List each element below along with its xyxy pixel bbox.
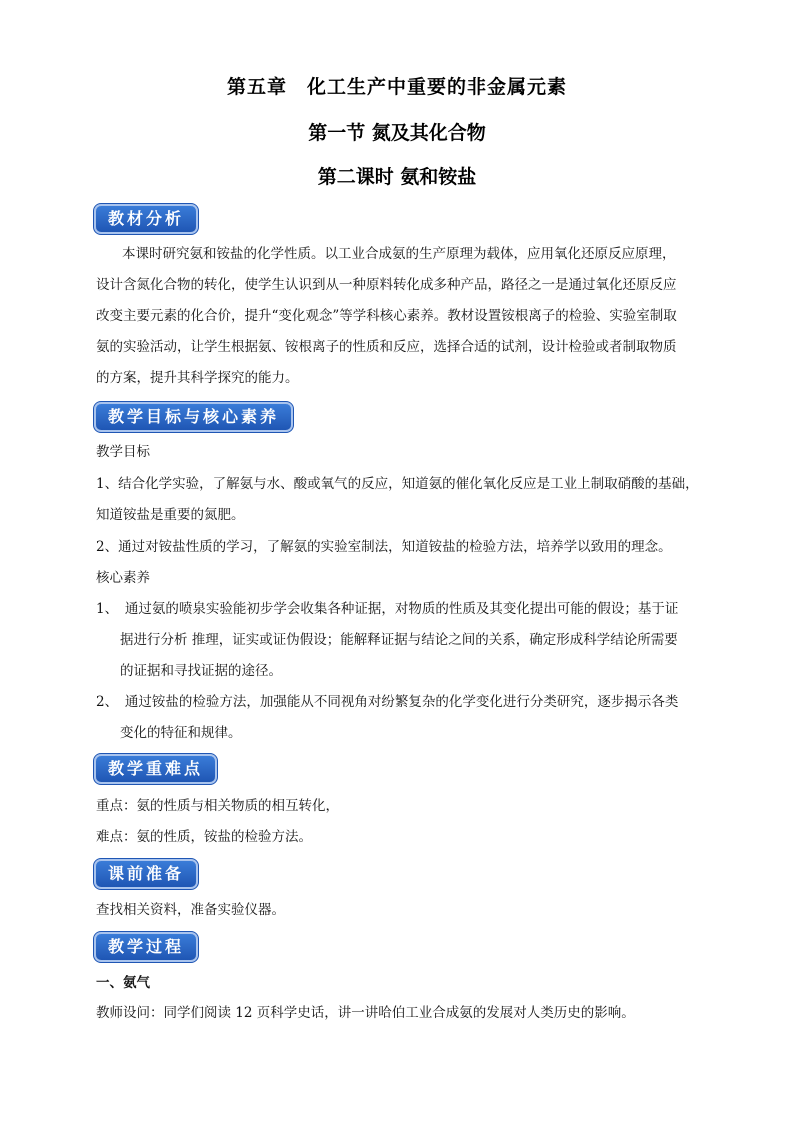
analysis-line: 设计含氮化合物的转化，使学生认识到从一种原料转化成多种产品，路径之一是通过氧化还原反应 bbox=[96, 277, 677, 293]
literacy-item-2: 2、 通过铵盐的检验方法，加强能从不同视角对纷繁复杂的化学变化进行分类研究，逐步揭示各类 bbox=[96, 694, 679, 710]
goal-item-2: 2、通过对铵盐性质的学习，了解氨的实验室制法，知道铵盐的检验方法，培养学以致用的理念。 bbox=[96, 539, 672, 555]
teacher-question: 教师设问：同学们阅读 12 页科学史话，讲一讲哈伯工业合成氨的发展对人类历史的影响。 bbox=[96, 1005, 635, 1021]
goal-item-1-cont: 知道铵盐是重要的氮肥。 bbox=[96, 507, 245, 523]
badge-preparation: 课前准备 bbox=[96, 861, 196, 887]
literacy-heading: 核心素养 bbox=[96, 570, 150, 586]
goals-heading: 教学目标 bbox=[96, 444, 150, 460]
analysis-line: 改变主要元素的化合价，提升“变化观念”等学科核心素养。教材设置铵根离子的检验、实验室制取 bbox=[96, 308, 677, 324]
key-difficulty: 难点：氨的性质，铵盐的检验方法。 bbox=[96, 829, 312, 845]
section-title: 第一节 氮及其化合物 bbox=[308, 122, 486, 144]
literacy-item-2-cont: 变化的特征和规律。 bbox=[120, 725, 242, 741]
chapter-title: 第五章 化工生产中重要的非金属元素 bbox=[226, 76, 567, 98]
literacy-item-1: 1、 通过氨的喷泉实验能初步学会收集各种证据，对物质的性质及其变化提出可能的假设；基于证 bbox=[96, 601, 679, 617]
analysis-line: 的方案，提升其科学探究的能力。 bbox=[96, 370, 299, 386]
badge-textbook-analysis: 教材分析 bbox=[96, 206, 196, 232]
badge-teaching-process: 教学过程 bbox=[96, 934, 196, 960]
process-subheading: 一、氨气 bbox=[96, 975, 150, 991]
lesson-title: 第二课时 氨和铵盐 bbox=[317, 166, 477, 188]
analysis-line: 氨的实验活动，让学生根据氨、铵根离子的性质和反应，选择合适的试剂，设计检验或者制取物质 bbox=[96, 339, 677, 355]
prep-text: 查找相关资料，准备实验仪器。 bbox=[96, 902, 285, 918]
goal-item-1: 1、结合化学实验，了解氨与水、酸或氧气的反应，知道氨的催化氧化反应是工业上制取硝酸的基础， bbox=[96, 476, 699, 492]
badge-goals-literacy: 教学目标与核心素养 bbox=[96, 404, 291, 430]
key-focus: 重点：氨的性质与相关物质的相互转化， bbox=[96, 798, 339, 814]
literacy-item-1-cont: 的证据和寻找证据的途径。 bbox=[120, 663, 282, 679]
literacy-item-1-cont: 据进行分析 推理，证实或证伪假设；能解释证据与结论之间的关系，确定形成科学结论所需要 bbox=[120, 632, 678, 648]
badge-key-points: 教学重难点 bbox=[96, 756, 215, 782]
analysis-line: 本课时研究氨和铵盐的化学性质。以工业合成氨的生产原理为载体，应用氧化还原反应原理， bbox=[122, 246, 676, 262]
